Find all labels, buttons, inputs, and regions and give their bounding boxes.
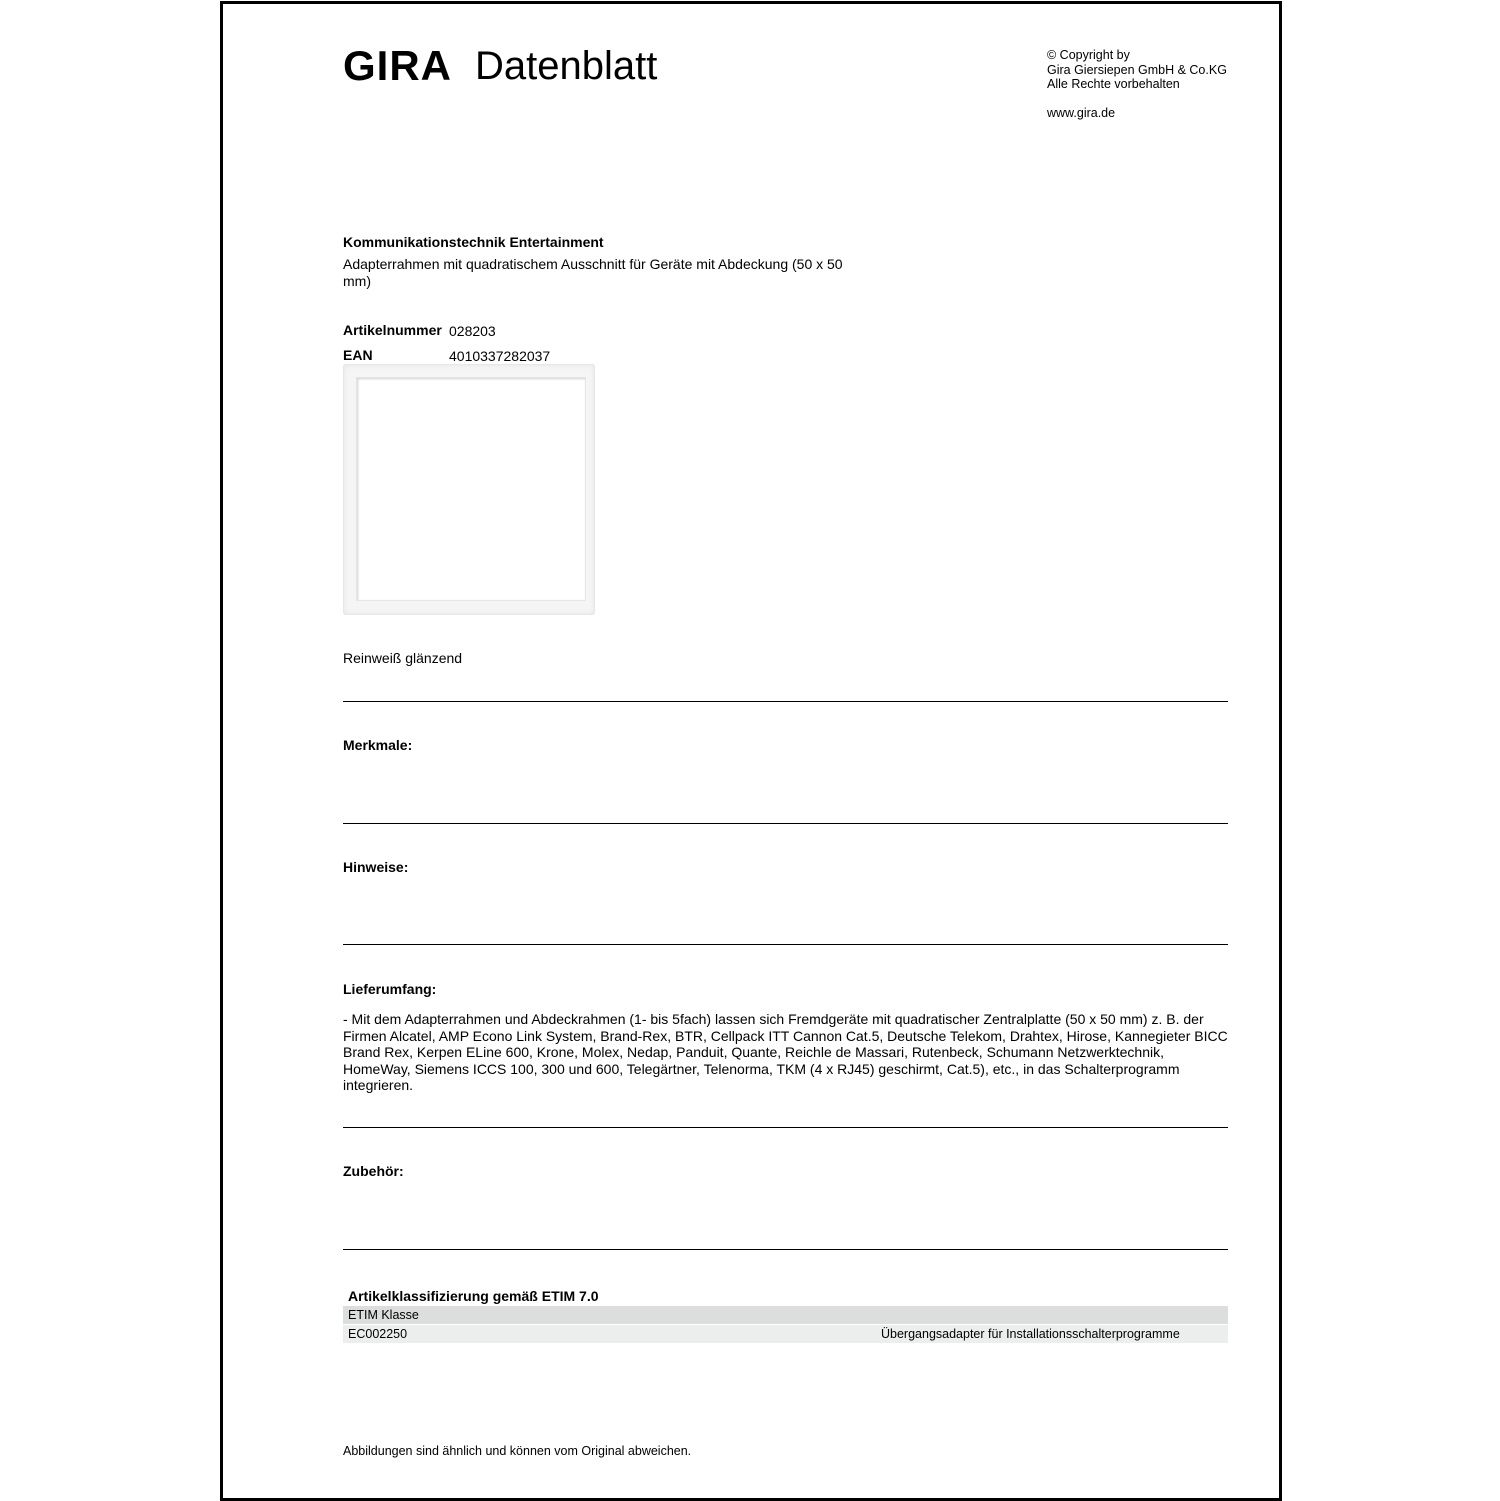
divider — [343, 944, 1228, 945]
copyright-line: © Copyright by — [1047, 48, 1130, 62]
footer-note: Abbildungen sind ähnlich und können vom Original abweichen. — [343, 1444, 692, 1458]
section-zubehoer-heading: Zubehör: — [343, 1163, 404, 1179]
ean-label: EAN — [343, 347, 373, 363]
divider — [343, 1127, 1228, 1128]
product-description: Adapterrahmen mit quadratischem Ausschnitt für Geräte mit Abdeckung (50 x 50 mm) — [343, 256, 843, 289]
section-lieferumfang-heading: Lieferumfang: — [343, 981, 437, 997]
section-lieferumfang-text: - Mit dem Adapterrahmen und Abdeckrahmen (1- bis 5fach) lassen sich Fremdgeräte mit quadratischer Zentralplatte (50 x 50 mm) z. B. der Firmen Alcatel, AMP Econo Link System, Brand-Rex, BTR, Cellpack ITT Cannon Cat.5, Deutsche Telekom, Drahtex, Hirose, Kannegieter BICC Brand Rex, Kerpen ELine 600, Krone, Molex, Nedap, Panduit, Quante, Reichle de Massari, Rutenbeck, Schumann Netzwerktechnik, HomeWay, Siemens ICCS 100, 300 und 600, Telegärtner, Telenorma, TKM (4 x RJ45) geschirmt, Cat.5), etc., in das Schalterprogramm integrieren. — [343, 1011, 1228, 1093]
brand-logo: GIRA — [343, 42, 452, 89]
copyright-line: Alle Rechte vorbehalten — [1047, 77, 1180, 91]
divider — [343, 823, 1228, 824]
ean-value: 4010337282037 — [449, 348, 551, 364]
section-merkmale-heading: Merkmale: — [343, 737, 413, 753]
etim-header-row — [343, 1306, 1228, 1324]
etim-class-name: Übergangsadapter für Installationsschalterprogramme — [881, 1327, 1180, 1341]
etim-data-row — [343, 1325, 1228, 1343]
article-number-value: 028203 — [449, 323, 496, 339]
divider — [343, 701, 1228, 702]
etim-class-code: EC002250 — [348, 1327, 408, 1341]
copyright-block — [1047, 48, 1227, 92]
product-frame-opening — [357, 378, 585, 600]
website-text: www.gira.de — [1047, 106, 1116, 120]
document-title: Datenblatt — [475, 44, 658, 88]
copyright-line: Gira Giersiepen GmbH & Co.KG — [1047, 62, 1227, 77]
product-image — [343, 364, 595, 615]
etim-class-label: ETIM Klasse — [348, 1308, 419, 1322]
section-hinweise-heading: Hinweise: — [343, 859, 409, 875]
article-number-label: Artikelnummer — [343, 322, 442, 338]
etim-heading: Artikelklassifizierung gemäß ETIM 7.0 — [348, 1288, 599, 1304]
product-variant: Reinweiß glänzend — [343, 650, 463, 666]
divider — [343, 1249, 1228, 1250]
product-category: Kommunikationstechnik Entertainment — [343, 234, 604, 250]
